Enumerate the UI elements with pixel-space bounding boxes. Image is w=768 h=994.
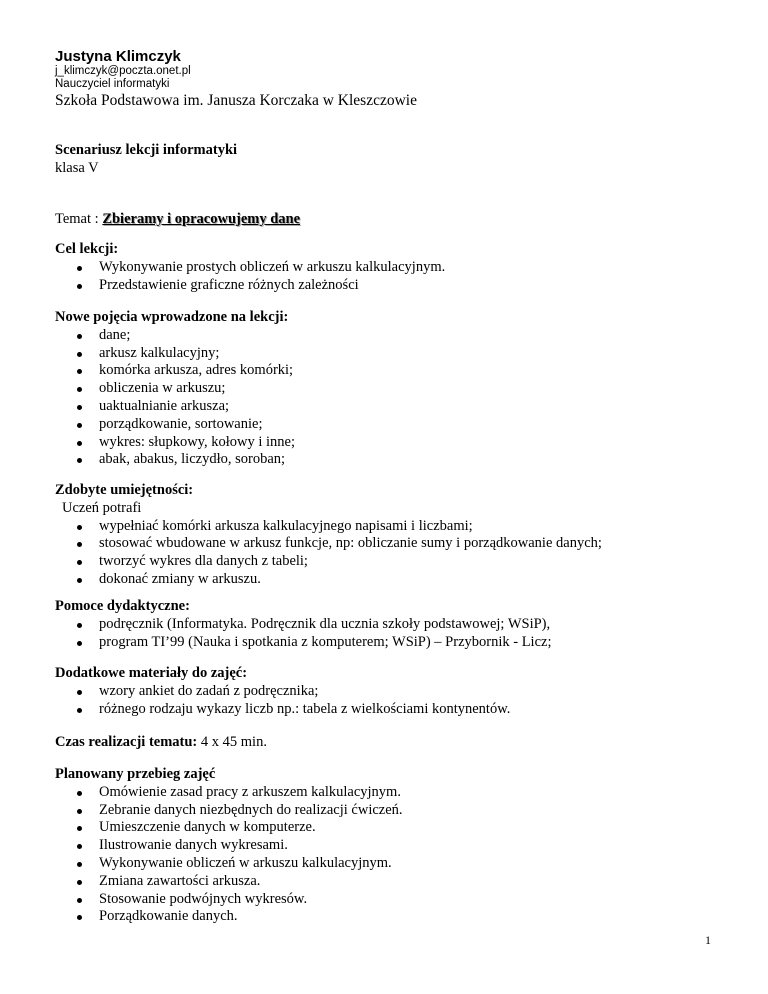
- list-item: różnego rodzaju wykazy liczb np.: tabela z wielkościami kontynentów.: [55, 701, 510, 719]
- page-number: 1: [705, 933, 711, 947]
- list-item: porządkowanie, sortowanie;: [55, 416, 295, 434]
- bullet-icon: [77, 708, 82, 713]
- list-item: abak, abakus, liczydło, soroban;: [55, 451, 295, 469]
- materials-heading: Dodatkowe materiały do zajęć:: [55, 665, 248, 681]
- author-block: [55, 48, 417, 110]
- list-item: wypełniać komórki arkusza kalkulacyjnego napisami i liczbami;: [55, 518, 602, 536]
- bullet-icon: [77, 578, 82, 583]
- skills-list: [55, 518, 602, 589]
- list-item: wzory ankiet do zadań z podręcznika;: [55, 683, 510, 701]
- bullet-icon: [77, 791, 82, 796]
- scenario-block: [55, 142, 237, 178]
- author-role: Nauczyciel informatyki: [55, 78, 170, 90]
- topic-label: Temat :: [55, 211, 103, 227]
- list-item: Omówienie zasad pracy z arkuszem kalkulacyjnym.: [55, 784, 403, 802]
- list-item: uaktualnianie arkusza;: [55, 398, 295, 416]
- goals-heading: Cel lekcji:: [55, 241, 119, 257]
- list-item: komórka arkusza, adres komórki;: [55, 362, 295, 380]
- plan-section: [55, 766, 403, 926]
- bullet-icon: [77, 862, 82, 867]
- bullet-icon: [77, 623, 82, 628]
- plan-heading: Planowany przebieg zajęć: [55, 766, 216, 782]
- materials-list: [55, 683, 510, 719]
- bullet-icon: [77, 458, 82, 463]
- bullet-icon: [77, 405, 82, 410]
- materials-section: [55, 665, 510, 718]
- bullet-icon: [77, 334, 82, 339]
- time-line: [55, 734, 267, 752]
- list-item: Zebranie danych niezbędnych do realizacji ćwiczeń.: [55, 802, 403, 820]
- list-item: arkusz kalkulacyjny;: [55, 345, 295, 363]
- bullet-icon: [77, 844, 82, 849]
- bullet-icon: [77, 525, 82, 530]
- list-item: Porządkowanie danych.: [55, 908, 403, 926]
- list-item: tworzyć wykres dla danych z tabeli;: [55, 553, 602, 571]
- bullet-icon: [77, 641, 82, 646]
- skills-heading: Zdobyte umiejętności:: [55, 482, 194, 498]
- list-item: Wykonywanie obliczeń w arkuszu kalkulacyjnym.: [55, 855, 403, 873]
- list-item: podręcznik (Informatyka. Podręcznik dla ucznia szkoły podstawowej; WSiP),: [55, 616, 551, 634]
- goals-section: [55, 241, 445, 294]
- list-item: Stosowanie podwójnych wykresów.: [55, 891, 403, 909]
- bullet-icon: [77, 423, 82, 428]
- class-label: klasa V: [55, 159, 99, 176]
- list-item: stosować wbudowane w arkusz funkcje, np: obliczanie sumy i porządkowanie danych;: [55, 535, 602, 553]
- topic-title: Zbieramy i opracowujemy dane: [102, 211, 301, 227]
- list-item: Przedstawienie graficzne różnych zależności: [55, 277, 445, 295]
- bullet-icon: [77, 809, 82, 814]
- concepts-section: [55, 309, 295, 469]
- bullet-icon: [77, 352, 82, 357]
- list-item: dokonać zmiany w arkuszu.: [55, 571, 602, 589]
- author-email: j_klimczyk@poczta.onet.pl: [55, 65, 191, 77]
- school-name: Szkoła Podstawowa im. Janusza Korczaka w Kleszczowie: [55, 92, 417, 109]
- time-label: Czas realizacji tematu:: [55, 734, 198, 750]
- list-item: Zmiana zawartości arkusza.: [55, 873, 403, 891]
- bullet-icon: [77, 560, 82, 565]
- plan-list: [55, 784, 403, 926]
- list-item: Ilustrowanie danych wykresami.: [55, 837, 403, 855]
- topic-line: [55, 211, 300, 229]
- aids-heading: Pomoce dydaktyczne:: [55, 598, 190, 614]
- bullet-icon: [77, 284, 82, 289]
- time-value: 4 x 45 min.: [197, 734, 267, 750]
- list-item: program TI’99 (Nauka i spotkania z komputerem; WSiP) – Przybornik - Licz;: [55, 634, 551, 652]
- skills-intro: Uczeń potrafi: [62, 499, 142, 516]
- bullet-icon: [77, 542, 82, 547]
- bullet-icon: [77, 266, 82, 271]
- concepts-heading: Nowe pojęcia wprowadzone na lekcji:: [55, 309, 289, 325]
- bullet-icon: [77, 898, 82, 903]
- bullet-icon: [77, 441, 82, 446]
- skills-section: [55, 482, 602, 589]
- bullet-icon: [77, 690, 82, 695]
- aids-section: [55, 598, 551, 651]
- aids-list: [55, 616, 551, 652]
- bullet-icon: [77, 387, 82, 392]
- list-item: Umieszczenie danych w komputerze.: [55, 819, 403, 837]
- bullet-icon: [77, 880, 82, 885]
- bullet-icon: [77, 369, 82, 374]
- list-item: dane;: [55, 327, 295, 345]
- scenario-title: Scenariusz lekcji informatyki: [55, 142, 238, 158]
- concepts-list: [55, 327, 295, 469]
- list-item: Wykonywanie prostych obliczeń w arkuszu kalkulacyjnym.: [55, 259, 445, 277]
- goals-list: [55, 259, 445, 295]
- bullet-icon: [77, 826, 82, 831]
- list-item: wykres: słupkowy, kołowy i inne;: [55, 434, 295, 452]
- list-item: obliczenia w arkuszu;: [55, 380, 295, 398]
- author-name: Justyna Klimczyk: [55, 48, 181, 65]
- bullet-icon: [77, 915, 82, 920]
